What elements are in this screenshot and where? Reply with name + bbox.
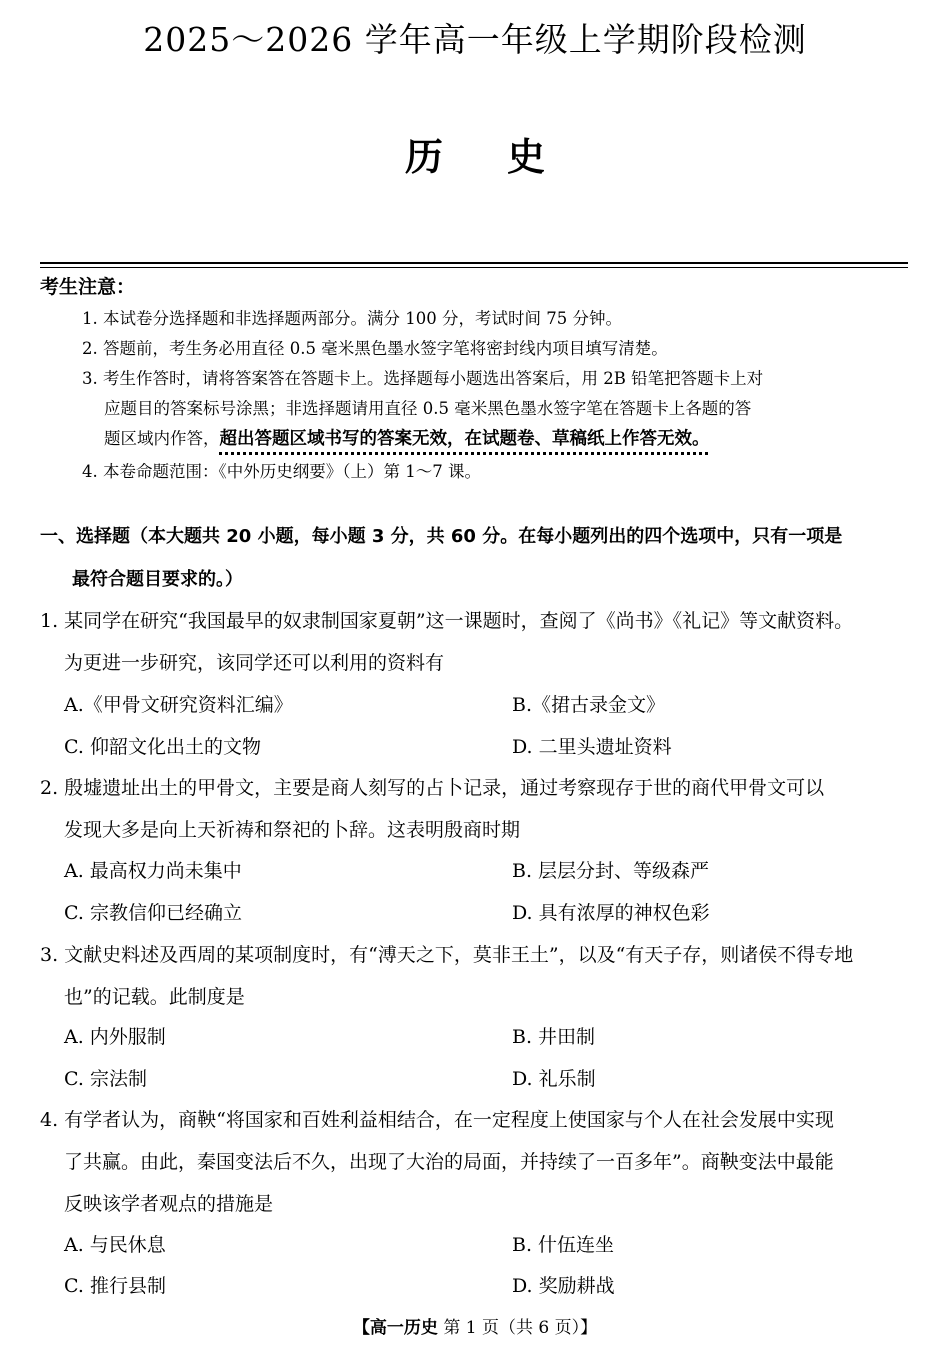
question-1-option-b: B.《捃古录金文》	[512, 694, 666, 716]
notice-heading: 考生注意：	[40, 276, 136, 298]
question-3-option-d: D. 礼乐制	[512, 1068, 596, 1090]
question-4-option-d: D. 奖励耕战	[512, 1275, 615, 1297]
question-1-stem: 1. 某同学在研究“我国最早的奴隶制国家夏朝”这一课题时，查阅了《尚书》《礼记》等文献资料。	[40, 610, 854, 632]
header-rule-thin	[40, 267, 908, 268]
question-2-option-b: B. 层层分封、等级森严	[512, 860, 710, 882]
header-rule-thick	[40, 262, 908, 264]
exam-title: 2025～2026 学年高一年级上学期阶段检测	[143, 20, 807, 59]
notice-item-1: 1. 本试卷分选择题和非选择题两部分。满分 100 分，考试时间 75 分钟。	[82, 309, 622, 328]
notice-item-4: 4. 本卷命题范围：《中外历史纲要》（上）第 1～7 课。	[82, 462, 481, 481]
question-4-option-b: B. 什伍连坐	[512, 1234, 615, 1256]
question-1-option-d: D. 二里头遗址资料	[512, 736, 672, 758]
notice-item-3-tail: 题区域内作答，	[104, 429, 220, 448]
question-1-option-a: A.《甲骨文研究资料汇编》	[64, 694, 293, 716]
question-3-option-c: C. 宗法制	[64, 1068, 147, 1090]
question-3-option-a: A. 内外服制	[64, 1026, 166, 1048]
question-4-stem-cont-2: 反映该学者观点的措施是	[64, 1193, 274, 1215]
question-1-option-c: C. 仰韶文化出土的文物	[64, 736, 261, 758]
question-4-option-c: C. 推行县制	[64, 1275, 166, 1297]
page-footer	[0, 1313, 950, 1338]
question-3-option-b: B. 井田制	[512, 1026, 596, 1048]
question-2-stem-cont: 发现大多是向上天祈祷和祭祀的卜辞。这表明殷商时期	[64, 819, 521, 841]
footer-page-number: 第 1 页（共 6 页）】	[443, 1318, 598, 1338]
question-3-stem: 3. 文献史料述及西周的某项制度时，有“溥天之下，莫非王土”，以及“有天子存，则诸侯不得专地	[40, 944, 854, 966]
question-2-option-c: C. 宗教信仰已经确立	[64, 902, 242, 924]
notice-item-3-cont: 应题目的答案标号涂黑；非选择题请用直径 0.5 毫米黑色墨水签字笔在答题卡上各题的答	[104, 399, 752, 418]
section-heading-cont: 最符合题目要求的。）	[72, 569, 243, 590]
question-4-option-a: A. 与民休息	[64, 1234, 166, 1256]
notice-emphasis: 超出答题区域书写的答案无效，在试题卷、草稿纸上作答无效。	[219, 429, 710, 449]
notice-item-2: 2. 答题前，考生务必用直径 0.5 毫米黑色墨水签字笔将密封线内项目填写清楚。	[82, 339, 668, 358]
question-2-option-a: A. 最高权力尚未集中	[64, 860, 242, 882]
question-3-stem-cont: 也”的记载。此制度是	[64, 986, 245, 1008]
question-2-option-d: D. 具有浓厚的神权色彩	[512, 902, 710, 924]
question-4-stem-cont-1: 了共赢。由此，秦国变法后不久，出现了大治的局面，并持续了一百多年”。商鞅变法中最能	[64, 1151, 834, 1173]
question-4-stem: 4. 有学者认为，商鞅“将国家和百姓利益相结合，在一定程度上使国家与个人在社会发展中实现	[40, 1109, 834, 1131]
notice-item-3-end	[104, 425, 710, 450]
question-1-stem-cont: 为更进一步研究，该同学还可以利用的资料有	[64, 652, 445, 674]
footer-label: 【高一历史	[352, 1318, 438, 1338]
question-2-stem: 2. 殷墟遗址出土的甲骨文，主要是商人刻写的占卜记录，通过考察现存于世的商代甲骨文可以	[40, 777, 825, 799]
section-heading: 一、选择题（本大题共 20 小题，每小题 3 分，共 60 分。在每小题列出的四个选项中，只有一项是	[40, 526, 843, 547]
subject-title: 历史	[404, 134, 609, 179]
notice-item-3: 3. 考生作答时，请将答案答在答题卡上。选择题每小题选出答案后，用 2B 铅笔把答题卡上对	[82, 369, 764, 388]
